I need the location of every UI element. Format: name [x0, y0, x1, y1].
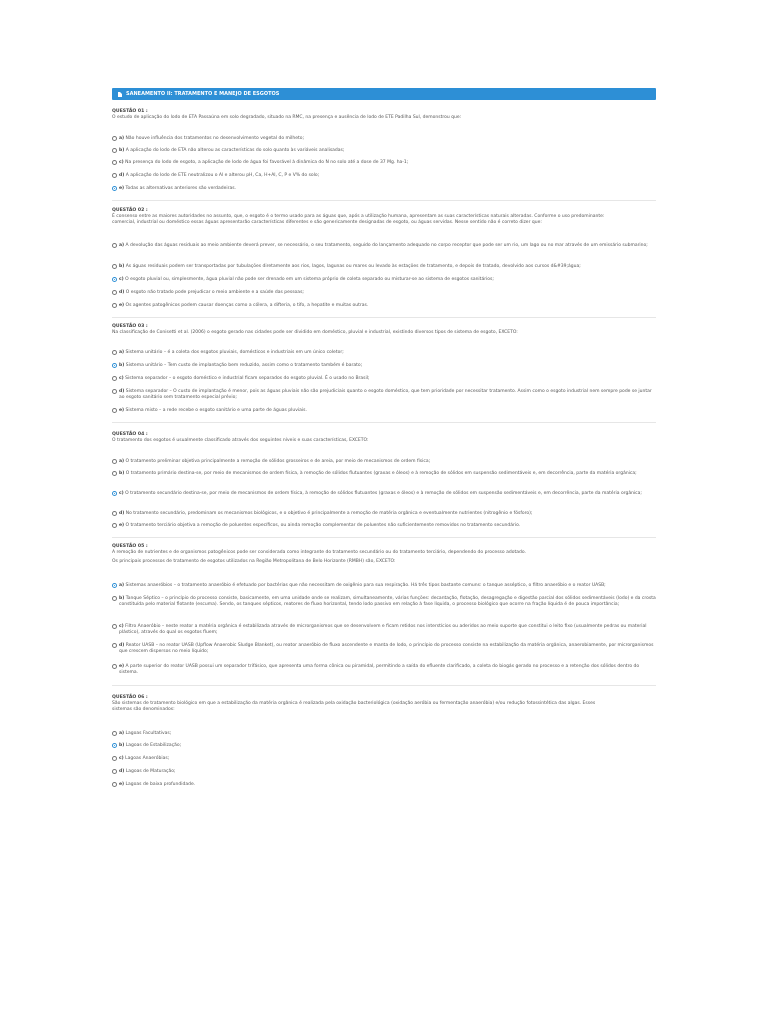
radio-button[interactable] [112, 148, 117, 153]
radio-button[interactable] [112, 523, 117, 528]
radio-button[interactable] [112, 264, 117, 269]
question-title: QUESTÃO 02 : [112, 208, 148, 213]
question-1 [112, 109, 656, 121]
radio-button[interactable] [112, 136, 117, 141]
question-statement: comercial, industrial ou doméstico essas águas apresentarão características diferentes e são genericamente designadas de esgoto, ou águas servidas. Nesse sentido não é correto dizer que: [112, 220, 542, 225]
question-title: QUESTÃO 04 : [112, 432, 148, 437]
question-title: QUESTÃO 03 : [112, 324, 148, 329]
radio-button[interactable] [112, 160, 117, 165]
radio-button[interactable] [112, 624, 117, 629]
radio-button[interactable] [112, 243, 117, 248]
divider [112, 537, 656, 538]
question-statement: Os principais processos de tratamento de esgotos utilizados na Região Metropolitana de Belo Horizonte (RMBH) são, EXCETO: [112, 559, 396, 564]
document-icon [118, 92, 122, 97]
question-statement: A remoção de nutrientes e de organismos patogênicos pode ser considerada como integrante do tratamento secundário ou do tratamento terciário, dependendo do processo adotado. [112, 550, 526, 555]
radio-button[interactable] [112, 303, 117, 308]
question-title: QUESTÃO 05 : [112, 544, 148, 549]
radio-button-selected[interactable] [112, 186, 117, 191]
radio-button[interactable] [112, 173, 117, 178]
radio-button[interactable] [112, 511, 117, 516]
radio-button[interactable] [112, 664, 117, 669]
radio-button-selected[interactable] [112, 743, 117, 748]
radio-button[interactable] [112, 731, 117, 736]
question-statement: É consenso entre as maiores autoridades no assunto, que, o esgoto é o termo usado para as águas que, após a utilização humana, apresentam as suas características naturais alteradas. Conforme o uso predominante: [112, 214, 605, 219]
question-statement: Na classificação de Conisetti et al. (2006) o esgoto gerado nas cidades pode ser dividido em doméstico, pluvial e industrial, existindo diversos tipos de sistema de esgoto, EXCETO: [112, 330, 518, 335]
question-statement: sistemas são denominados: [112, 707, 175, 712]
radio-button[interactable] [112, 756, 117, 761]
radio-button[interactable] [112, 376, 117, 381]
radio-button[interactable] [112, 782, 117, 787]
divider [112, 685, 656, 686]
question-title: QUESTÃO 06 : [112, 695, 148, 700]
radio-button[interactable] [112, 408, 117, 413]
radio-button[interactable] [112, 290, 117, 295]
question-5 [112, 544, 656, 565]
radio-button[interactable] [112, 769, 117, 774]
radio-button[interactable] [112, 643, 117, 648]
radio-button-selected[interactable] [112, 491, 117, 496]
question-6 [112, 695, 656, 713]
radio-button-selected[interactable] [112, 583, 117, 588]
radio-button-selected[interactable] [112, 363, 117, 368]
divider [112, 317, 656, 318]
question-4 [112, 432, 656, 444]
question-3 [112, 324, 656, 336]
question-2 [112, 208, 656, 226]
section-title: SANEAMENTO II: TRATAMENTO E MANEJO DE ESGOTOS [126, 91, 280, 97]
question-statement: O tratamento dos esgotos é usualmente classificado através dos seguintes níveis e suas características, EXCETO: [112, 438, 369, 443]
section-header [112, 88, 656, 100]
question-title: QUESTÃO 01 : [112, 109, 148, 114]
divider [112, 422, 656, 423]
radio-button[interactable] [112, 350, 117, 355]
radio-button[interactable] [112, 596, 117, 601]
question-statement: São sistemas de tratamento biológico em que a estabilização da matéria orgânica é realizada pela oxidação bacteriológica (oxidação aeróbia ou fermentação anaeróbia) e/ou redução fotossintética das algas. Esses [112, 701, 596, 706]
divider [112, 200, 656, 201]
radio-button[interactable] [112, 389, 117, 394]
question-statement: O estudo de aplicação do lodo de ETA Passaúna em solo degradado, situado na RMC, na presença e ausência de lodo de ETE Padilha Sul, demonstrou que: [112, 115, 462, 120]
radio-button[interactable] [112, 471, 117, 476]
radio-button[interactable] [112, 459, 117, 464]
radio-button-selected[interactable] [112, 277, 117, 282]
